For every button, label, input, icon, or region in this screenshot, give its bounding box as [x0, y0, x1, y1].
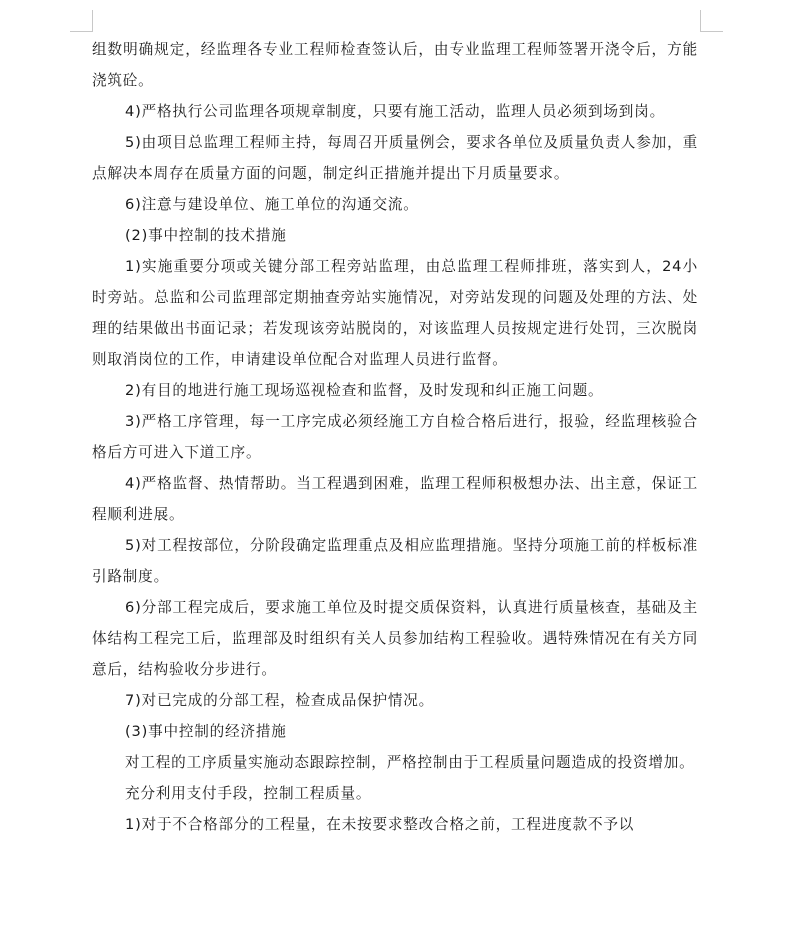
paragraph: 2)有目的地进行施工现场巡视检查和监督，及时发现和纠正施工问题。	[125, 382, 604, 399]
document-body	[92, 34, 698, 840]
paragraph: 1)对于不合格部分的工程量，在未按要求整改合格之前，工程进度款不予以	[125, 816, 635, 833]
paragraph: 5)对工程按部位，分阶段确定监理重点及相应监理措施。坚持分项施工前的样板标准引路制度。	[92, 537, 698, 585]
crop-mark-right-vertical	[700, 10, 701, 32]
section-heading: (3)事中控制的经济措施	[125, 723, 287, 740]
paragraph: 4)严格监督、热情帮助。当工程遇到困难，监理工程师积极想办法、出主意，保证工程顺利进展。	[92, 475, 698, 523]
paragraph: 6)注意与建设单位、施工单位的沟通交流。	[125, 196, 419, 213]
paragraph: 1)实施重要分项或关键分部工程旁站监理，由总监理工程师排班，落实到人，24小时旁站。总监和公司监理部定期抽查旁站实施情况，对旁站发现的问题及处理的方法、处理的结果做出书面记录；若发现该旁站脱岗的，对该监理人员按规定进行处罚，三次脱岗则取消岗位的工作，申请建设单位配合对监理人员进行监督。	[92, 258, 698, 368]
crop-mark-left-horizontal	[70, 31, 92, 32]
section-heading: (2)事中控制的技术措施	[125, 227, 287, 244]
paragraph: 4)严格执行公司监理各项规章制度，只要有施工活动，监理人员必须到场到岗。	[125, 103, 665, 120]
crop-mark-left-vertical	[92, 10, 93, 32]
paragraph: 对工程的工序质量实施动态跟踪控制，严格控制由于工程质量问题造成的投资增加。	[125, 754, 695, 771]
paragraph: 6)分部工程完成后，要求施工单位及时提交质保资料，认真进行质量核查，基础及主体结构工程完工后，监理部及时组织有关人员参加结构工程验收。遇特殊情况在有关方同意后，结构验收分步进行。	[92, 599, 698, 678]
paragraph: 5)由项目总监理工程师主持，每周召开质量例会，要求各单位及质量负责人参加，重点解决本周存在质量方面的问题，制定纠正措施并提出下月质量要求。	[92, 134, 698, 182]
paragraph: 充分利用支付手段，控制工程质量。	[125, 785, 372, 802]
paragraph: 7)对已完成的分部工程，检查成品保护情况。	[125, 692, 435, 709]
paragraph: 3)严格工序管理，每一工序完成必须经施工方自检合格后进行，报验，经监理核验合格后方可进入下道工序。	[92, 413, 698, 461]
crop-mark-right-horizontal	[701, 31, 723, 32]
paragraph: 组数明确规定，经监理各专业工程师检查签认后，由专业监理工程师签署开浇令后，方能浇筑砼。	[92, 41, 698, 89]
